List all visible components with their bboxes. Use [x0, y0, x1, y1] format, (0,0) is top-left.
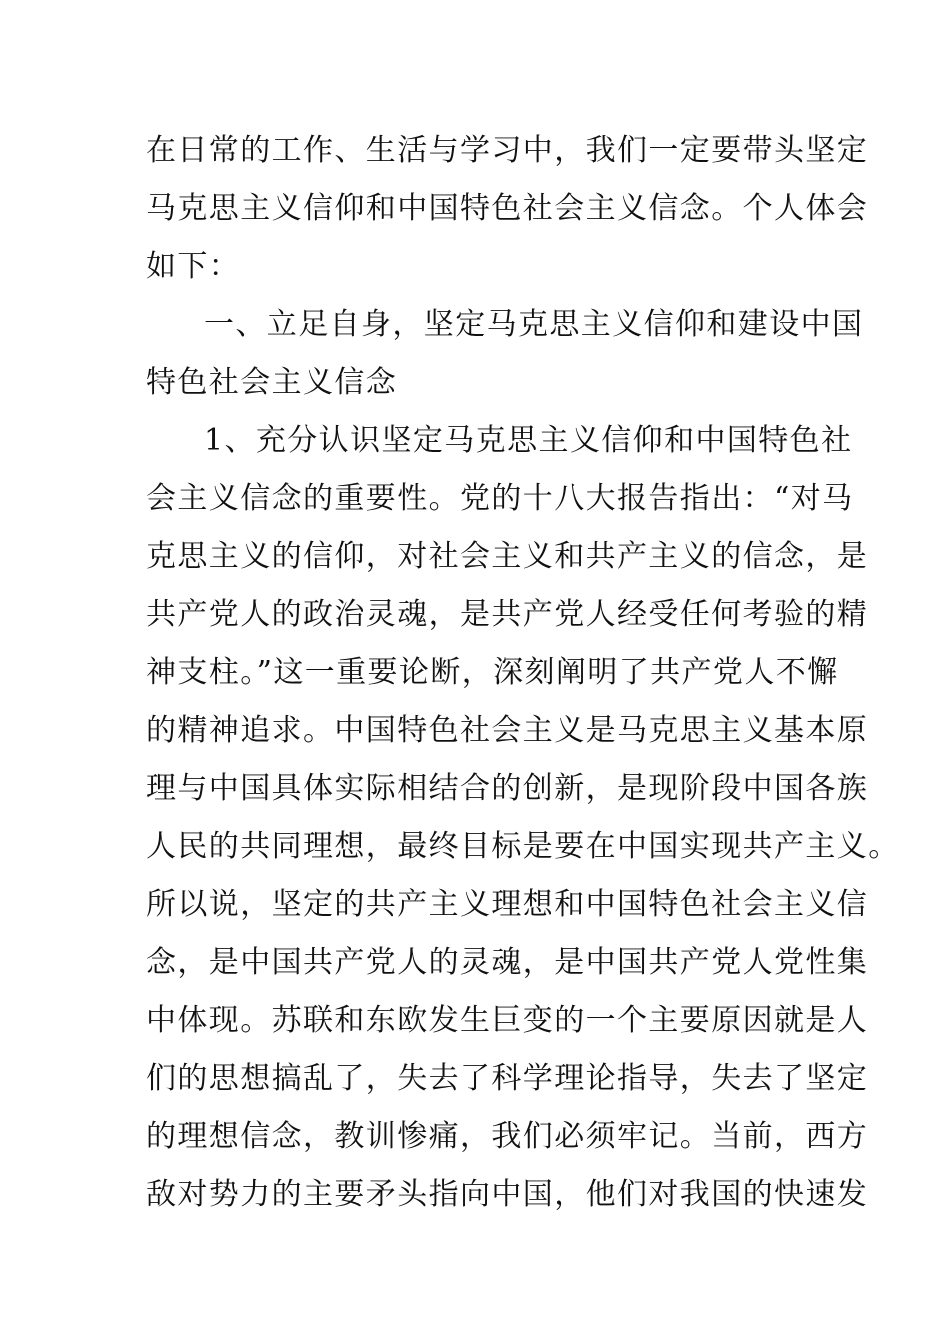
section-heading-line: 特色社会主义信念 [146, 365, 398, 400]
text-line: 共产党人的政治灵魂，是共产党人经受任何考验的精 [146, 597, 869, 632]
text-line: 的理想信念，教训惨痛，我们必须牢记。当前，西方 [146, 1119, 869, 1154]
text-line: 在日常的工作、生活与学习中，我们一定要带头坚定 [146, 133, 869, 168]
text-line: 们的思想搞乱了，失去了科学理论指导，失去了坚定 [146, 1061, 869, 1096]
text-line: 1、充分认识坚定马克思主义信仰和中国特色社 [204, 423, 853, 458]
text-line: 神支柱。”这一重要论断，深刻阐明了共产党人不懈 [146, 655, 839, 690]
section-heading-line: 一、立足自身，坚定马克思主义信仰和建设中国 [204, 307, 864, 342]
text-line: 如下： [146, 249, 241, 284]
text-line: 理与中国具体实际相结合的创新，是现阶段中国各族 [146, 771, 869, 806]
text-line: 所以说，坚定的共产主义理想和中国特色社会主义信 [146, 887, 869, 922]
text-line: 克思主义的信仰，对社会主义和共产主义的信念，是 [146, 539, 869, 574]
text-line: 敌对势力的主要矛头指向中国，他们对我国的快速发 [146, 1177, 869, 1212]
text-line: 人民的共同理想，最终目标是要在中国实现共产主义。 [146, 829, 900, 864]
text-line: 中体现。苏联和东欧发生巨变的一个主要原因就是人 [146, 1003, 869, 1038]
document-body [146, 122, 900, 1224]
text-line: 马克思主义信仰和中国特色社会主义信念。个人体会 [146, 191, 869, 226]
text-line: 会主义信念的重要性。党的十八大报告指出：“对马 [146, 481, 854, 516]
text-line: 的精神追求。中国特色社会主义是马克思主义基本原 [146, 713, 869, 748]
text-line: 念，是中国共产党人的灵魂，是中国共产党人党性集 [146, 945, 869, 980]
